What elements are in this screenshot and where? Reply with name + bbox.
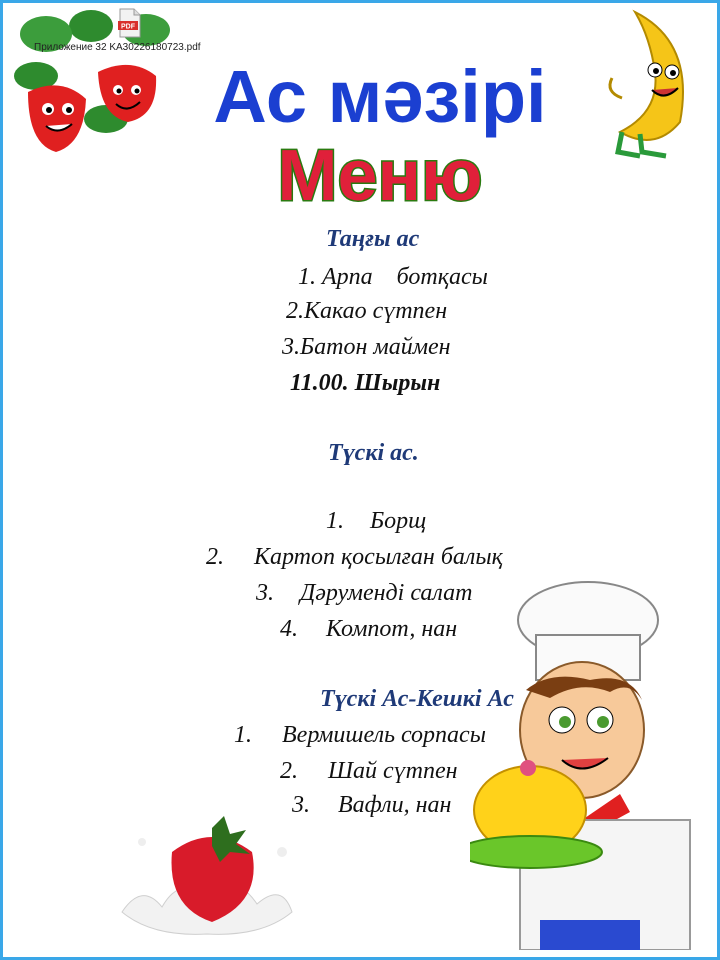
chef-boy-illustration — [470, 580, 710, 950]
title-line-2: Меню — [277, 136, 483, 210]
title-line-1: Ас мәзірі — [213, 55, 547, 138]
page-title — [170, 50, 590, 210]
banana-character-icon — [600, 2, 710, 162]
strawberry-milk-splash-icon — [112, 812, 302, 942]
dinner-heading: Түскі Ас-Кешкі Ас — [320, 686, 514, 712]
breakfast-snack: 11.00. Шырын — [290, 370, 441, 396]
dinner-item-1: 1. Вермишель сорпасы — [234, 722, 486, 748]
lunch-item-2: 2. Картоп қосылған балық — [206, 544, 503, 570]
lunch-item-4: 4. Компот, нан — [280, 616, 458, 642]
lunch-heading: Түскі ас. — [328, 440, 419, 466]
lunch-item-3: 3. Дәруменді салат — [256, 580, 473, 606]
breakfast-heading: Таңғы ас — [326, 226, 420, 252]
dinner-item-3: 3. Вафли, нан — [292, 792, 452, 818]
dinner-item-2: 2. Шай сүтпен — [280, 758, 458, 784]
breakfast-item-3: 3.Батон маймен — [282, 334, 451, 360]
lunch-item-1: 1. Борщ — [326, 508, 427, 534]
pdf-file-icon[interactable] — [118, 8, 142, 38]
strawberries-icon — [6, 4, 176, 154]
breakfast-item-1: 1. Арпа ботқасы — [298, 264, 488, 290]
pdf-badge-text: PDF — [121, 23, 135, 31]
attachment-filename[interactable]: Приложение 32 KA30226180723.pdf — [34, 42, 201, 53]
breakfast-item-2: 2.Какао сүтпен — [286, 298, 448, 324]
